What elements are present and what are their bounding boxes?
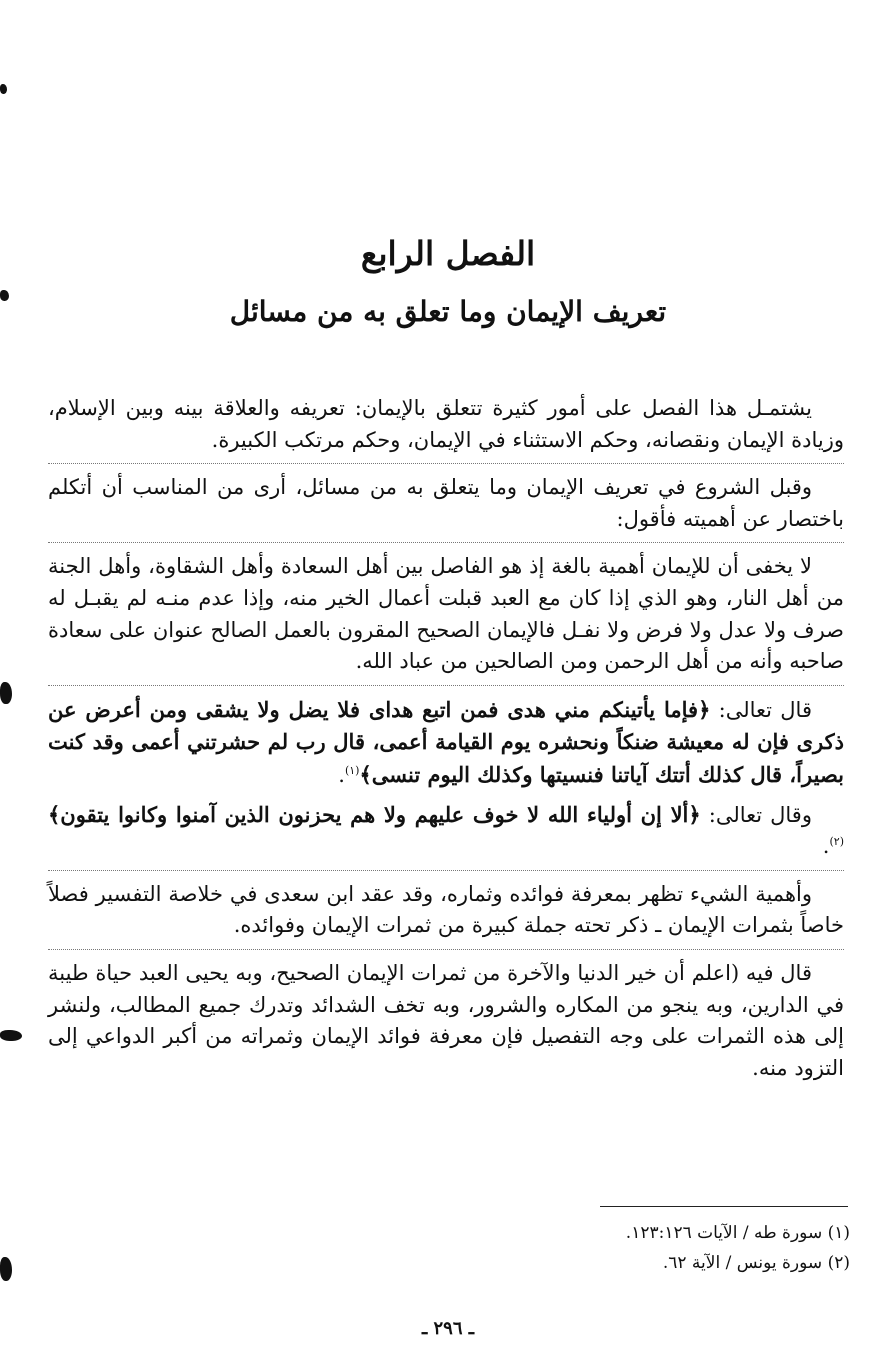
paragraph: لا يخفى أن للإيمان أهمية بالغة إذ هو الفاصل بين أهل السعادة وأهل الشقاوة، وأهل الجنة من أهل النار، وهو الذي إذا كان مع العبد قبلت أعمال الخير منه، وإذا عدم منـه لم يقبـل له صرف ولا عدل ولا فرض ولا نفـل فالإيمان الصحيح المقرون بالعمل الصالح عنوان على سعادة صاحبه وأنه من أهل الرحمن ومن الصالحين من عباد الله. <box>48 554 844 674</box>
footnotes <box>400 1218 850 1278</box>
scan-speck <box>0 84 7 94</box>
verse-intro: وقال تعالى: <box>700 802 812 827</box>
paragraph-divider <box>48 685 844 686</box>
paragraph: وأهمية الشيء تظهر بمعرفة فوائده وثماره، وقد عقد ابن سعدى في خلاصة التفسير فصلاً خاصاً بثمرات الإيمان ـ ذكر تحته جملة كبيرة من ثمرات الإيمان وفوائده. <box>48 881 844 938</box>
chapter-title: الفصل الرابع <box>360 234 536 273</box>
footnote: (٢) سورة يونس / الآية ٦٢. <box>662 1253 850 1273</box>
quran-paragraph <box>48 799 844 863</box>
paragraph: قال فيه (اعلم أن خير الدنيا والآخرة من ثمرات الإيمان الصحيح، وبه يحيى العبد حياة طيبة في الدارين، وبه ينجو من المكاره والشرور، وبه تخف الشدائد وتدرك جميع المطالب، ولنشر إلى هذه الثمرات على وجه التفصيل فإن معرفة فوائد الإيمان وثمراته من أكبر الدواعي إلى التزود منه. <box>48 960 844 1080</box>
scan-speck <box>0 1030 22 1041</box>
scan-speck <box>0 1257 12 1281</box>
footnote: (١) سورة طه / الآيات ١٢٣:١٢٦. <box>625 1223 850 1243</box>
paragraph-divider <box>48 542 844 543</box>
paragraph-divider <box>48 463 844 464</box>
paragraph-divider <box>48 949 844 950</box>
quran-verse: ﴿فإما يأتينكم مني هدى فمن اتبع هداى فلا يضل ولا يشقى ومن أعرض عن ذكرى فإن له معيشة ضنكاً ونحشره يوم القيامة أعمى، قال رب لم حشرتني أعمى وقد كنت بصيراً، قال كذلك أتتك آياتنا فنسيتها وكذلك اليوم تنسى﴾ <box>48 696 844 787</box>
quran-paragraph <box>48 694 844 792</box>
body-text <box>48 393 844 1091</box>
footnote-ref: (٢) <box>829 835 844 849</box>
page-number: ـ ٢٩٦ ـ <box>421 1318 475 1339</box>
paragraph-divider <box>48 870 844 871</box>
sentence-end: . <box>338 762 345 787</box>
footnote-ref: (١) <box>344 763 360 777</box>
chapter-subtitle: تعريف الإيمان وما تعلق به من مسائل <box>229 295 667 328</box>
scan-speck <box>0 682 12 704</box>
footnote-rule <box>600 1206 848 1207</box>
verse-intro: قال تعالى: <box>710 697 812 722</box>
sentence-end: . <box>822 834 830 859</box>
paragraph: وقبل الشروع في تعريف الإيمان وما يتعلق به من مسائل، أرى من المناسب أن أتكلم باختصار عن أهميته فأقول: <box>48 475 844 531</box>
paragraph: يشتمـل هذا الفصل على أمور كثيرة تتعلق بالإيمان: تعريفه والعلاقة بينه وبين الإسلام، وزيادة الإيمان ونقصانه، وحكم الاستثناء في الإيمان، وحكم مرتكب الكبيرة. <box>48 396 844 452</box>
quran-verse: ﴿ألا إن أولياء الله لا خوف عليهم ولا هم يحزنون الذين آمنوا وكانوا يتقون﴾ <box>48 801 701 827</box>
